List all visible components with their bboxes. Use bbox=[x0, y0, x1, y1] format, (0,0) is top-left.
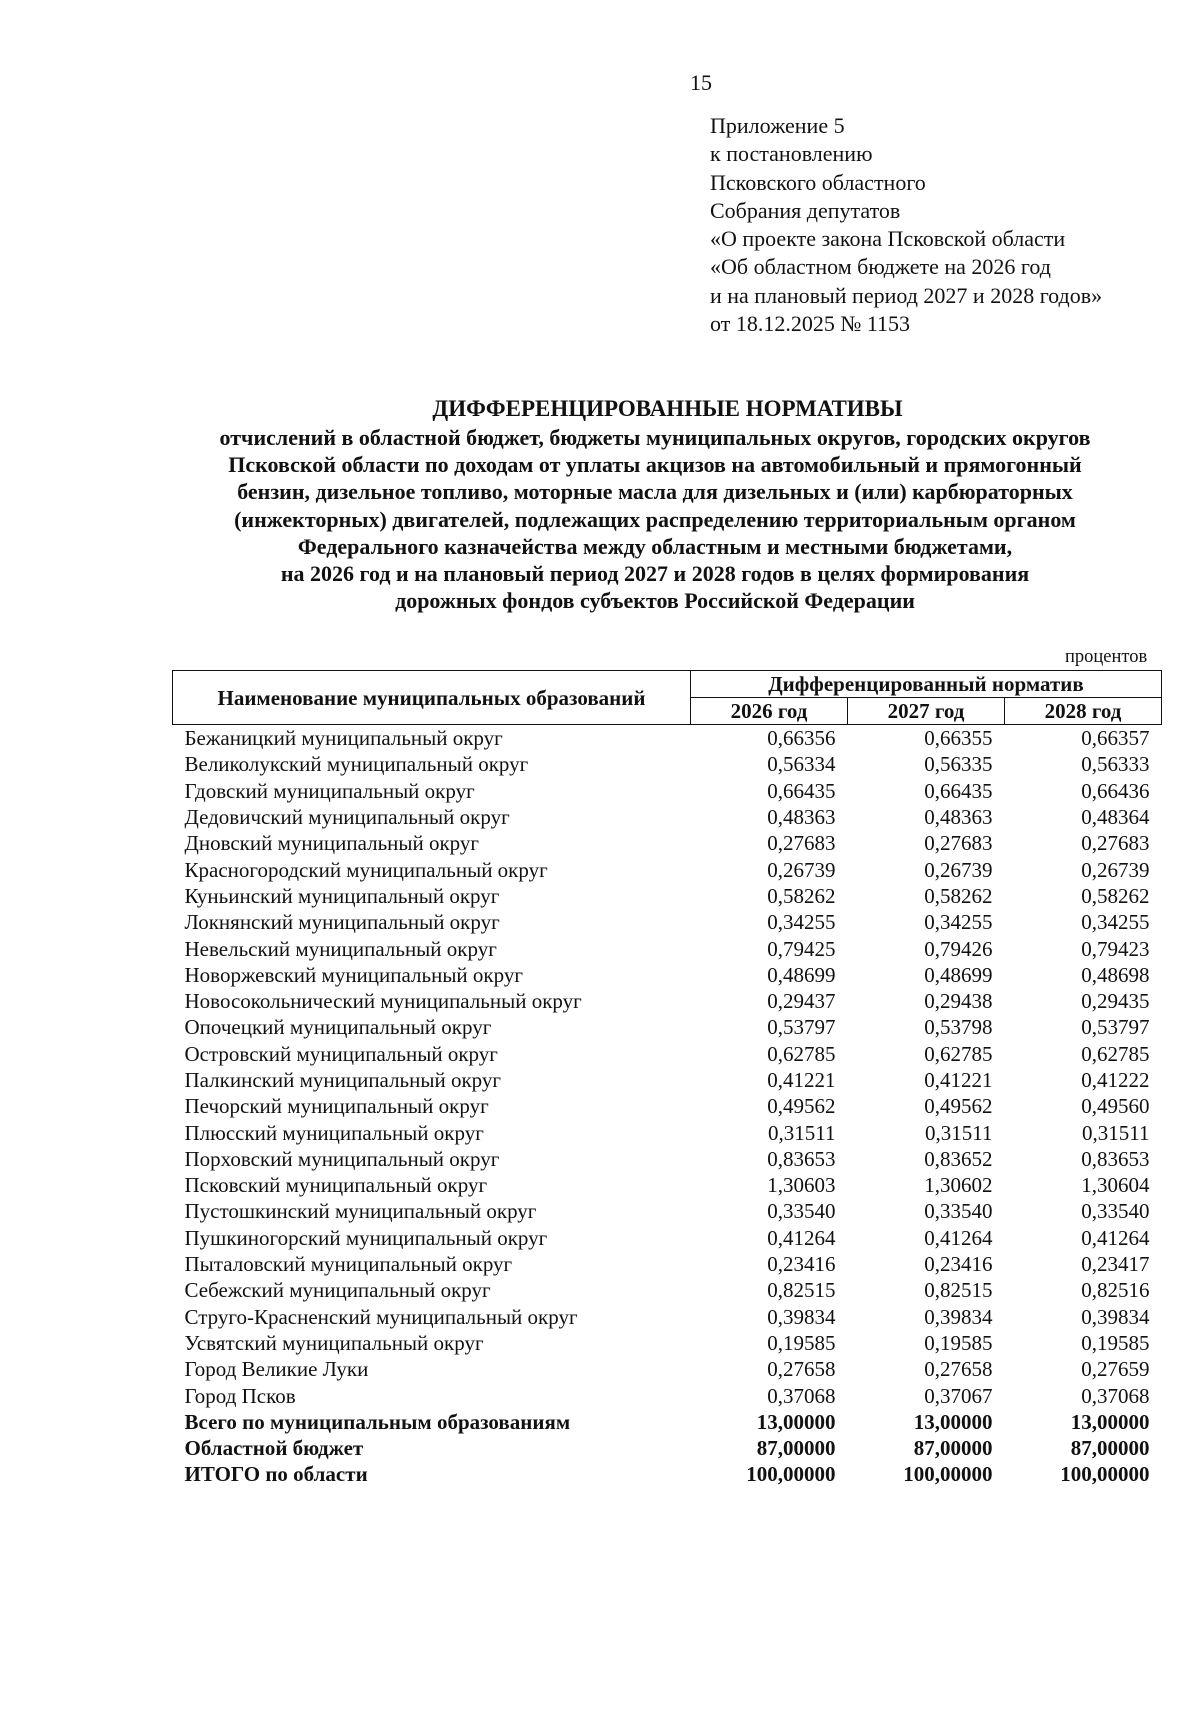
row-value: 0,82515 bbox=[924, 1278, 993, 1303]
row-value: 0,66355 bbox=[924, 726, 993, 751]
row-value: 0,49562 bbox=[924, 1094, 993, 1119]
row-value: 0,66357 bbox=[1081, 726, 1150, 751]
header-group: Дифференцированный норматив bbox=[691, 671, 1162, 698]
row-value: 1,30604 bbox=[1081, 1173, 1150, 1198]
row-value: 0,83653 bbox=[1081, 1146, 1150, 1171]
table-row bbox=[173, 1330, 1162, 1356]
row-value: 0,37068 bbox=[767, 1383, 836, 1408]
appendix-line: и на плановый период 2027 и 2028 годов» bbox=[710, 282, 1103, 308]
table-row bbox=[173, 1119, 1162, 1145]
document-title: ДИФФЕРЕНЦИРОВАННЫЕ НОРМАТИВЫ bbox=[432, 396, 903, 421]
row-value: 1,30602 bbox=[924, 1173, 993, 1198]
row-value: 0,41264 bbox=[924, 1225, 993, 1250]
row-value: 0,27683 bbox=[924, 831, 993, 856]
row-value: 0,26739 bbox=[767, 857, 836, 882]
table-row bbox=[173, 1304, 1162, 1330]
row-value: 0,58262 bbox=[1081, 883, 1150, 908]
table-row bbox=[173, 830, 1162, 856]
table-row bbox=[173, 804, 1162, 830]
table-row bbox=[173, 1382, 1162, 1408]
row-value: 0,39834 bbox=[767, 1304, 836, 1329]
row-name: Всего по муниципальным образованиям bbox=[184, 1409, 571, 1434]
row-value: 0,48363 bbox=[767, 805, 836, 830]
row-value: 0,26739 bbox=[1081, 857, 1150, 882]
header-name: Наименование муниципальных образований bbox=[173, 671, 691, 725]
row-value: 100,00000 bbox=[746, 1462, 836, 1487]
row-name: Невельский муниципальный округ bbox=[184, 936, 497, 961]
row-value: 0,53798 bbox=[924, 1015, 993, 1040]
row-name: Плюсский муниципальный округ bbox=[184, 1120, 484, 1145]
row-value: 0,83652 bbox=[924, 1146, 993, 1171]
row-value: 0,53797 bbox=[767, 1015, 836, 1040]
row-value: 0,66435 bbox=[924, 778, 993, 803]
table-row bbox=[173, 1146, 1162, 1172]
row-value: 0,37068 bbox=[1081, 1383, 1150, 1408]
appendix-block bbox=[710, 112, 1102, 338]
table-row bbox=[173, 883, 1162, 909]
row-value: 87,00000 bbox=[913, 1436, 993, 1461]
row-value: 0,41221 bbox=[924, 1068, 993, 1092]
row-value: 0,49562 bbox=[767, 1094, 836, 1119]
appendix-line: от 18.12.2025 № 1153 bbox=[710, 311, 910, 337]
header-year: 2026 год bbox=[691, 698, 848, 725]
row-value: 0,27658 bbox=[924, 1357, 993, 1382]
row-name: Гдовский муниципальный округ bbox=[184, 778, 475, 803]
row-value: 0,27659 bbox=[1081, 1357, 1150, 1382]
row-value: 0,56333 bbox=[1081, 752, 1150, 777]
subtitle-line: бензин, дизельное топливо, моторные масла для дизельных и (или) карбюраторных bbox=[237, 479, 1073, 505]
table-row bbox=[173, 1172, 1162, 1198]
row-value: 0,33540 bbox=[1081, 1199, 1150, 1224]
row-name: Бежаницкий муниципальный округ bbox=[184, 726, 503, 751]
subtitle-line: дорожных фондов субъектов Российской Федерации bbox=[395, 588, 915, 614]
row-name: Палкинский муниципальный округ bbox=[184, 1068, 501, 1092]
total-row bbox=[173, 1461, 1162, 1487]
row-value: 0,82515 bbox=[767, 1278, 836, 1303]
row-value: 0,83653 bbox=[767, 1146, 836, 1171]
row-value: 1,30603 bbox=[767, 1173, 836, 1198]
row-value: 0,48698 bbox=[1081, 962, 1150, 987]
row-value: 0,58262 bbox=[767, 883, 836, 908]
row-value: 0,79426 bbox=[924, 936, 993, 961]
table-row bbox=[173, 1251, 1162, 1277]
row-value: 0,62785 bbox=[924, 1041, 993, 1066]
row-name: Областной бюджет bbox=[184, 1436, 364, 1461]
row-name: Дедовичский муниципальный округ bbox=[184, 805, 510, 830]
total-row bbox=[173, 1435, 1162, 1461]
row-value: 0,79425 bbox=[767, 936, 836, 961]
row-name: Куньинский муниципальный округ bbox=[184, 883, 500, 908]
row-value: 0,56334 bbox=[767, 752, 836, 777]
row-value: 0,48699 bbox=[924, 962, 993, 987]
row-value: 0,27683 bbox=[1081, 831, 1150, 856]
row-value: 0,49560 bbox=[1081, 1094, 1150, 1119]
total-row bbox=[173, 1409, 1162, 1435]
row-value: 0,27683 bbox=[767, 831, 836, 856]
table-row bbox=[173, 909, 1162, 935]
appendix-line: Собрания депутатов bbox=[710, 197, 901, 223]
row-name: Себежский муниципальный округ bbox=[184, 1278, 491, 1303]
row-value: 0,31511 bbox=[1082, 1120, 1150, 1145]
row-name: Островский муниципальный округ bbox=[184, 1041, 498, 1066]
row-name: Струго-Красненский муниципальный округ bbox=[184, 1304, 578, 1329]
row-value: 0,33540 bbox=[924, 1199, 993, 1224]
row-name: Пушкиногорский муниципальный округ bbox=[184, 1225, 548, 1250]
subtitle-line: отчислений в областной бюджет, бюджеты муниципальных округов, городских округов bbox=[219, 425, 1091, 450]
subtitle-line: Псковской области по доходам от уплаты акцизов на автомобильный и прямогонный bbox=[228, 452, 1082, 478]
row-value: 0,66435 bbox=[767, 778, 836, 803]
row-value: 0,48364 bbox=[1081, 805, 1150, 830]
table-row bbox=[173, 1093, 1162, 1119]
row-name: Пыталовский муниципальный округ bbox=[184, 1252, 513, 1277]
table-row bbox=[173, 725, 1162, 752]
row-value: 0,79423 bbox=[1081, 936, 1150, 961]
row-value: 0,41222 bbox=[1081, 1068, 1150, 1092]
row-value: 0,23416 bbox=[924, 1252, 993, 1277]
subtitle-line: Федерального казначейства между областным и местными бюджетами, bbox=[297, 533, 1013, 559]
row-value: 13,00000 bbox=[756, 1409, 836, 1434]
row-value: 87,00000 bbox=[1070, 1436, 1150, 1461]
row-value: 0,82516 bbox=[1081, 1278, 1150, 1303]
row-value: 0,27658 bbox=[767, 1357, 836, 1382]
table-body bbox=[173, 725, 1162, 1488]
row-value: 0,34255 bbox=[1081, 910, 1150, 935]
row-value: 0,34255 bbox=[767, 910, 836, 935]
row-value: 0,62785 bbox=[1081, 1041, 1150, 1066]
row-name: Красногородский муниципальный округ bbox=[184, 857, 548, 882]
header-year: 2027 год bbox=[848, 698, 1005, 725]
table-row bbox=[173, 1198, 1162, 1224]
row-name: Город Псков bbox=[184, 1383, 296, 1408]
row-value: 0,19585 bbox=[1081, 1330, 1150, 1355]
row-value: 0,56335 bbox=[924, 752, 993, 777]
row-name: Псковский муниципальный округ bbox=[184, 1173, 488, 1198]
row-value: 0,23416 bbox=[767, 1252, 836, 1277]
row-value: 0,37067 bbox=[924, 1383, 993, 1408]
row-name: Пустошкинский муниципальный округ bbox=[184, 1199, 537, 1224]
norms-table bbox=[172, 670, 1162, 1488]
appendix-line: Приложение 5 bbox=[710, 113, 845, 138]
row-name: Усвятский муниципальный округ bbox=[184, 1330, 484, 1355]
row-value: 0,31511 bbox=[925, 1120, 993, 1145]
table-row bbox=[173, 935, 1162, 961]
row-value: 0,53797 bbox=[1081, 1015, 1150, 1040]
page-number: 15 bbox=[690, 70, 712, 95]
appendix-line: «О проекте закона Псковской области bbox=[710, 226, 1066, 252]
row-value: 0,31511 bbox=[768, 1120, 836, 1145]
row-value: 13,00000 bbox=[913, 1409, 993, 1434]
row-value: 0,39834 bbox=[1081, 1304, 1150, 1329]
table-row bbox=[173, 1041, 1162, 1067]
row-value: 0,41221 bbox=[767, 1068, 836, 1092]
row-name: ИТОГО по области bbox=[184, 1462, 368, 1487]
row-value: 100,00000 bbox=[903, 1462, 993, 1487]
row-name: Локнянский муниципальный округ bbox=[184, 910, 500, 935]
row-value: 0,66436 bbox=[1081, 778, 1150, 803]
row-value: 0,29438 bbox=[924, 989, 993, 1014]
row-value: 0,29435 bbox=[1081, 989, 1150, 1014]
row-name: Дновский муниципальный округ bbox=[184, 831, 480, 856]
appendix-line: «Об областном бюджете на 2026 год bbox=[710, 254, 1051, 280]
subtitle-line: на 2026 год и на плановый период 2027 и 2028 годов в целях формирования bbox=[280, 561, 1030, 587]
row-value: 0,19585 bbox=[924, 1330, 993, 1355]
table-row bbox=[173, 856, 1162, 882]
row-value: 0,48363 bbox=[924, 805, 993, 830]
table-row bbox=[173, 1225, 1162, 1251]
table-row bbox=[173, 778, 1162, 804]
table-row bbox=[173, 1067, 1162, 1093]
units-label: процентов bbox=[1065, 647, 1148, 667]
table-row bbox=[173, 1014, 1162, 1040]
row-name: Великолукский муниципальный округ bbox=[184, 752, 529, 777]
row-value: 0,66356 bbox=[767, 726, 836, 751]
table-row bbox=[173, 751, 1162, 777]
row-name: Печорский муниципальный округ bbox=[184, 1094, 489, 1119]
table-row bbox=[173, 1356, 1162, 1382]
row-value: 0,19585 bbox=[767, 1330, 836, 1355]
row-value: 0,34255 bbox=[924, 910, 993, 935]
row-value: 0,48699 bbox=[767, 962, 836, 987]
document-subtitle bbox=[150, 424, 1160, 614]
row-name: Город Великие Луки bbox=[184, 1357, 369, 1382]
subtitle-line: (инжекторных) двигателей, подлежащих распределению территориальным органом bbox=[234, 506, 1076, 532]
row-name: Новосокольнический муниципальный округ bbox=[184, 989, 582, 1014]
row-value: 0,29437 bbox=[767, 989, 836, 1014]
row-value: 0,26739 bbox=[924, 857, 993, 882]
table-row bbox=[173, 962, 1162, 988]
appendix-line: к постановлению bbox=[710, 141, 873, 167]
header-year: 2028 год bbox=[1005, 698, 1162, 725]
row-value: 0,58262 bbox=[924, 883, 993, 908]
row-name: Порховский муниципальный округ bbox=[184, 1146, 500, 1171]
row-value: 0,39834 bbox=[924, 1304, 993, 1329]
row-value: 0,33540 bbox=[767, 1199, 836, 1224]
row-name: Новоржевский муниципальный округ bbox=[184, 962, 523, 987]
table-row bbox=[173, 988, 1162, 1014]
row-name: Опочецкий муниципальный округ bbox=[184, 1015, 492, 1040]
table-row bbox=[173, 1277, 1162, 1303]
row-value: 0,41264 bbox=[767, 1225, 836, 1250]
row-value: 0,62785 bbox=[767, 1041, 836, 1066]
row-value: 0,23417 bbox=[1081, 1252, 1150, 1277]
row-value: 0,41264 bbox=[1081, 1225, 1150, 1250]
appendix-line: Псковского областного bbox=[710, 169, 926, 195]
row-value: 87,00000 bbox=[756, 1436, 836, 1461]
row-value: 100,00000 bbox=[1060, 1462, 1150, 1487]
row-value: 13,00000 bbox=[1070, 1409, 1150, 1434]
